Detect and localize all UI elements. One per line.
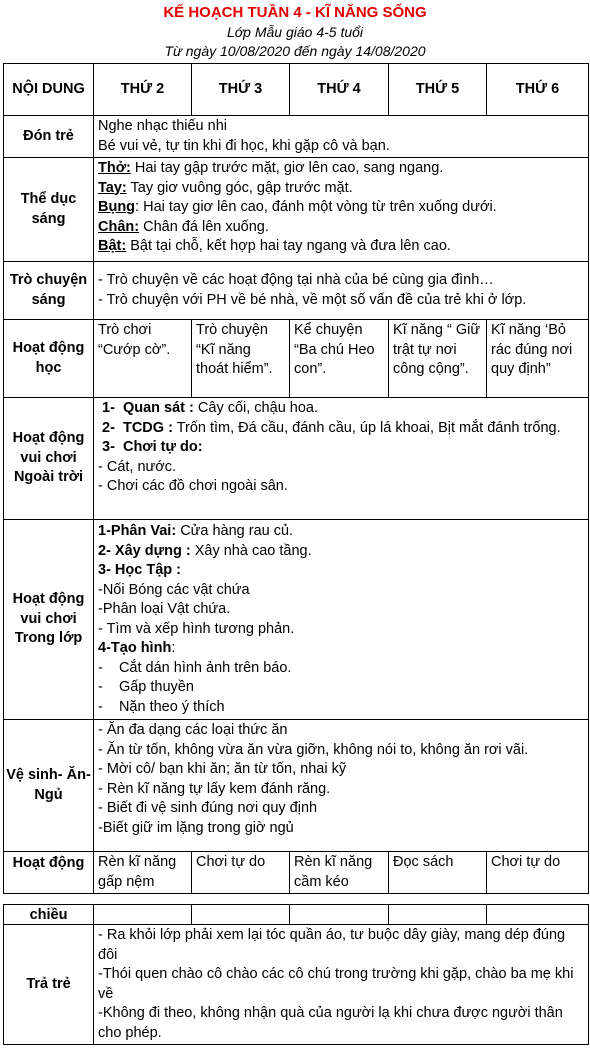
exercise-line xyxy=(98,159,584,179)
exercise-desc: Bật tại chỗ, kết hợp hai tay ngang và đưa lên cao. xyxy=(126,238,451,254)
activity-desc: Cây cối, chậu hoa. xyxy=(193,400,319,416)
activity-key: Chơi tự do: xyxy=(122,439,203,455)
header-day-6: THỨ 6 xyxy=(487,64,589,116)
text-line: -Không đi theo, không nhận quà của người lạ khi chưa được người thân cho phép. xyxy=(98,1005,563,1041)
row-trong-lop xyxy=(4,520,589,720)
header-content: NỘI DUNG xyxy=(4,64,94,116)
activity-line xyxy=(98,399,584,419)
exercise-key: Chân: xyxy=(98,218,140,235)
label-hoat-dong: Hoạt động xyxy=(4,852,94,894)
row-hoat-dong-chieu xyxy=(4,852,589,894)
afternoon-cell: Chơi tự do xyxy=(192,852,290,894)
afternoon-cell-empty xyxy=(487,905,589,925)
text-line: - Trò chuyện với PH về bé nhà, về một số vấn đề của trẻ khi ở lớp. xyxy=(98,291,527,308)
text-line: -Nối Bóng các vật chứa xyxy=(98,581,250,598)
plan-table-main xyxy=(3,63,589,894)
row-don-tre xyxy=(4,116,589,158)
header-row xyxy=(4,64,589,116)
activity-line xyxy=(98,542,584,562)
exercise-desc: Chân đá lên xuống. xyxy=(139,218,269,235)
text-line: - Tìm và xếp hình tương phản. xyxy=(98,620,295,637)
item-number: 2- xyxy=(102,419,115,436)
afternoon-cell: Rèn kĩ năng gấp nệm xyxy=(94,852,192,894)
afternoon-cell-empty xyxy=(192,905,290,925)
text-line: - Ra khỏi lớp phải xem lại tóc quần áo, tư buộc dây giày, mang dép đúng đôi xyxy=(98,927,566,963)
text-line: - Cát, nước. xyxy=(98,458,177,475)
activity-desc: : xyxy=(171,640,176,656)
exercise-line xyxy=(98,179,584,199)
label-don-tre: Đón trẻ xyxy=(4,116,94,158)
exercise-desc: Hai tay gập trước mặt, giơ lên cao, sang ngang. xyxy=(130,160,444,176)
activity-line xyxy=(98,522,584,542)
header-day-3: THỨ 3 xyxy=(192,64,290,116)
header-day-2: THỨ 2 xyxy=(94,64,192,116)
lesson-cell: Trò chuyện “Kĩ năng thoát hiểm”. xyxy=(192,320,290,398)
row-tro-chuyen xyxy=(4,262,589,320)
content-ve-sinh xyxy=(94,720,589,852)
activity-key: TCDG : xyxy=(122,419,173,436)
label-ve-sinh: Vệ sinh- Ăn- Ngủ xyxy=(4,720,94,852)
activity-desc: Xây nhà cao tầng. xyxy=(190,542,312,559)
exercise-line xyxy=(98,237,584,257)
text-line: Nghe nhạc thiếu nhi xyxy=(98,118,227,134)
label-ngoai-troi: Hoạt động vui chơi Ngoài trời xyxy=(4,398,94,520)
afternoon-cell-empty xyxy=(94,905,192,925)
content-tra-tre xyxy=(94,925,589,1045)
afternoon-cell: Đọc sách xyxy=(389,852,487,894)
row-ve-sinh xyxy=(4,720,589,852)
text-line: Bé vui vẻ, tự tin khi đi học, khi gặp cô và bạn. xyxy=(98,137,390,154)
lesson-cell: Kể chuyện “Ba chú Heo con”. xyxy=(290,320,389,398)
activity-line xyxy=(98,639,584,659)
lesson-cell: Kĩ năng “ Giữ trật tự nơi công cộng”. xyxy=(389,320,487,398)
row-tra-tre xyxy=(4,925,589,1045)
content-ngoai-troi xyxy=(94,398,589,520)
afternoon-cell-empty xyxy=(290,905,389,925)
exercise-key: Bật: xyxy=(98,238,127,254)
content-trong-lop xyxy=(94,520,589,720)
text-line: - Biết đi vệ sinh đúng nơi quy định xyxy=(98,800,318,816)
label-hoat-dong-hoc: Hoạt động học xyxy=(4,320,94,398)
item-number: 3- xyxy=(102,439,115,455)
content-don-tre xyxy=(94,116,589,158)
text-line: - Ăn đa dạng các loại thức ăn xyxy=(98,722,288,738)
exercise-line xyxy=(98,218,584,238)
activity-desc: Trốn tìm, Đá cầu, đánh cầu, úp lá khoai, Bịt mắt đánh trống. xyxy=(172,419,561,436)
activity-line xyxy=(98,419,584,439)
exercise-desc: : Hai tay giơ lên cao, đánh một vòng từ trên xuống dưới. xyxy=(135,199,497,215)
text-line: - Chơi các đồ chơi ngoài sân. xyxy=(98,478,288,494)
label-tro-chuyen: Trò chuyện sáng xyxy=(4,262,94,320)
text-line: -Phân loại Vật chứa. xyxy=(98,601,231,617)
row-hoat-dong-hoc xyxy=(4,320,589,398)
plan-table-continued xyxy=(3,904,589,1045)
header-day-4: THỨ 4 xyxy=(290,64,389,116)
text-line: - Nặn theo ý thích xyxy=(98,698,225,715)
text-line: - Cắt dán hình ảnh trên báo. xyxy=(98,659,292,676)
text-line: -Biết giữ im lặng trong giờ ngủ xyxy=(98,819,294,836)
text-line: - Trò chuyện về các hoạt động tại nhà của bé cùng gia đình… xyxy=(98,272,494,288)
row-chieu-continued xyxy=(4,905,589,925)
row-ngoai-troi xyxy=(4,398,589,520)
exercise-key: Bụng xyxy=(98,199,136,215)
exercise-key: Tay: xyxy=(98,179,127,196)
text-line: - Rèn kĩ năng tự lấy kem đánh răng. xyxy=(98,780,331,797)
activity-key: 4-Tạo hình xyxy=(98,640,172,656)
date-range: Từ ngày 10/08/2020 đến ngày 14/08/2020 xyxy=(164,43,426,59)
label-chieu: chiều xyxy=(4,905,94,925)
item-number: 1- xyxy=(102,400,115,416)
afternoon-cell-empty xyxy=(389,905,487,925)
text-line: - Gấp thuyền xyxy=(98,679,194,695)
label-trong-lop: Hoạt động vui chơi Trong lớp xyxy=(4,520,94,720)
label-tra-tre: Trả trẻ xyxy=(4,925,94,1045)
content-tro-chuyen xyxy=(94,262,589,320)
lesson-cell: Trò chơi “Cướp cờ”. xyxy=(94,320,192,398)
exercise-desc: Tay giơ vuông góc, gập trước mặt. xyxy=(126,179,353,196)
activity-line xyxy=(98,561,584,581)
activity-line xyxy=(98,438,584,458)
row-the-duc xyxy=(4,158,589,262)
exercise-line xyxy=(98,198,584,218)
content-the-duc xyxy=(94,158,589,262)
label-the-duc: Thể dục sáng xyxy=(4,158,94,262)
plan-title: KẾ HOẠCH TUẦN 4 - KĨ NĂNG SỐNG xyxy=(163,4,427,21)
activity-key: 1-Phân Vai: xyxy=(98,523,177,539)
lesson-cell: Kĩ năng ‘Bỏ rác đúng nơi quy định” xyxy=(487,320,589,398)
text-line: - Ăn từ tốn, không vừa ăn vừa giỡn, không nói to, không ăn rơi vãi. xyxy=(98,741,529,758)
activity-key: 3- Học Tập : xyxy=(98,562,181,578)
activity-key: 2- Xây dựng : xyxy=(98,542,191,559)
afternoon-cell: Chơi tự do xyxy=(487,852,589,894)
text-line: -Thói quen chào cô chào các cô chú trong trường khi gặp, chào ba mẹ khi về xyxy=(98,966,574,1002)
text-line: - Mời cô/ bạn khi ăn; ăn từ tốn, nhai kỹ xyxy=(98,761,347,777)
class-name: Lớp Mẫu giáo 4-5 tuổi xyxy=(226,24,364,40)
afternoon-cell: Rèn kĩ năng cầm kéo xyxy=(290,852,389,894)
header-day-5: THỨ 5 xyxy=(389,64,487,116)
activity-key: Quan sát : xyxy=(122,400,194,416)
exercise-key: Thở: xyxy=(98,160,131,176)
activity-desc: Cửa hàng rau củ. xyxy=(176,523,294,539)
